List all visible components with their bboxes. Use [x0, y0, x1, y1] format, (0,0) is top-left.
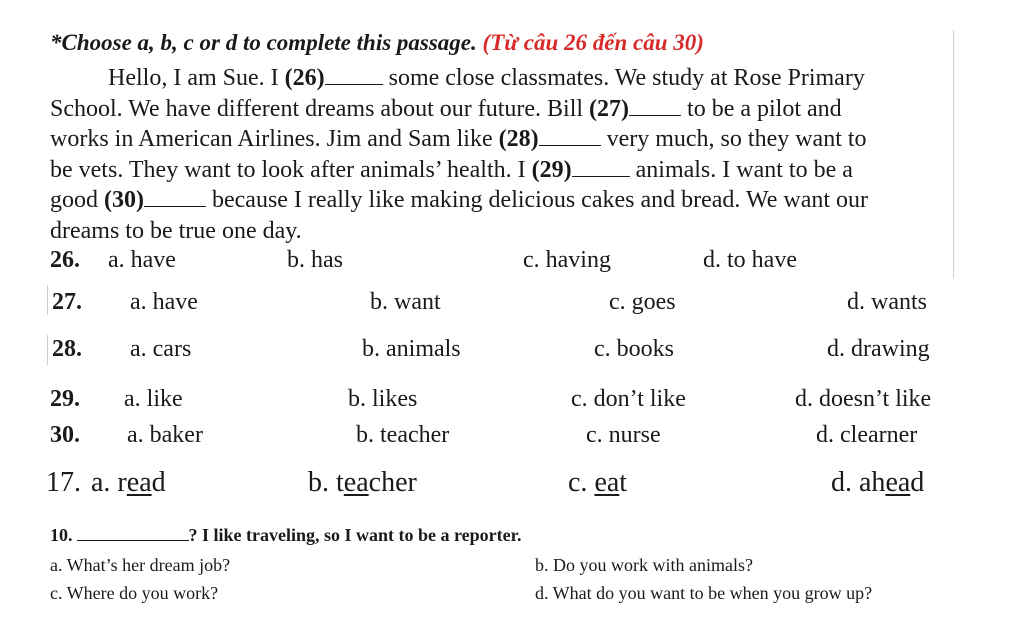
- question-28: [52, 336, 82, 363]
- passage: [50, 63, 955, 246]
- blank-number-28: (28): [498, 126, 539, 152]
- option-b[interactable]: b. Do you work with animals?: [535, 555, 753, 575]
- passage-line-6: dreams to be true one day.: [50, 217, 302, 244]
- blank-number-26: (26): [284, 65, 325, 91]
- blank-number-29: (29): [531, 156, 572, 183]
- passage-line-1: Hello, I am Sue. I (26) some close classmates. We study at Rose Primary: [108, 65, 865, 91]
- passage-line-4: be vets. They want to look after animals’ health. I (29) animals. I want to be a: [50, 156, 853, 183]
- option-a[interactable]: a. like: [124, 386, 183, 412]
- option-c[interactable]: c. having: [523, 247, 611, 273]
- question-29: [50, 386, 80, 413]
- answer-blank: [77, 526, 189, 541]
- blank-30: [144, 188, 206, 207]
- question-number: 10.: [50, 525, 73, 545]
- passage-line-3: works in American Airlines. Jim and Sam like (28) very much, so they want to: [50, 126, 867, 152]
- option-d[interactable]: d. wants: [847, 289, 927, 315]
- question-number: 30.: [50, 422, 80, 448]
- option-d[interactable]: d. doesn’t like: [795, 386, 932, 412]
- heading-instruction: *Choose a, b, c or d to complete this passage.: [50, 30, 477, 55]
- option-b[interactable]: b. has: [287, 247, 343, 273]
- option-a[interactable]: a. baker: [127, 422, 203, 448]
- option-b[interactable]: b. likes: [348, 386, 418, 412]
- underlined-letters: ea: [885, 467, 911, 498]
- option-c[interactable]: c. goes: [609, 289, 676, 315]
- passage-line-5: good (30) because I really like making delicious cakes and bread. We want our: [50, 187, 869, 213]
- question-26: [50, 247, 80, 274]
- underlined-letters: ea: [594, 467, 620, 498]
- option-c[interactable]: c. books: [594, 336, 674, 362]
- option-d[interactable]: d. to have: [703, 247, 797, 273]
- option-a[interactable]: a. What’s her dream job?: [50, 555, 231, 575]
- underlined-letters: ea: [343, 467, 369, 498]
- question-number: 28.: [52, 336, 82, 362]
- blank-number-27: (27): [589, 95, 630, 122]
- option-d[interactable]: d. clearner: [816, 422, 918, 448]
- option-a[interactable]: a. have: [108, 247, 176, 273]
- option-c[interactable]: c. don’t like: [571, 386, 686, 412]
- underlined-letters: ea: [126, 467, 152, 498]
- option-c[interactable]: c. eat: [568, 467, 628, 498]
- question-10: [50, 525, 521, 546]
- scan-edge: [47, 285, 48, 315]
- passage-line-2: School. We have different dreams about our future. Bill (27) to be a pilot and: [50, 95, 842, 122]
- question-number: 26.: [50, 247, 80, 273]
- option-d[interactable]: d. drawing: [827, 336, 930, 362]
- question-prompt: ? I like traveling, so I want to be a reporter.: [188, 525, 522, 545]
- question-number: 27.: [52, 289, 82, 315]
- question-27: [52, 289, 82, 316]
- option-b[interactable]: b. teacher: [308, 467, 417, 498]
- heading-range: (Từ câu 26 đến câu 30): [482, 30, 704, 55]
- exercise-heading: [50, 30, 704, 56]
- option-a[interactable]: a. have: [130, 289, 198, 315]
- option-c[interactable]: c. nurse: [586, 422, 661, 448]
- option-a[interactable]: a. cars: [130, 336, 192, 362]
- option-a[interactable]: a. read: [91, 467, 166, 498]
- blank-29: [572, 158, 630, 177]
- blank-number-30: (30): [104, 187, 144, 213]
- scan-edge: [47, 335, 48, 365]
- question-17-number: 17.: [46, 467, 81, 498]
- option-c[interactable]: c. Where do you work?: [50, 583, 219, 603]
- option-b[interactable]: b. animals: [362, 336, 461, 362]
- blank-27: [629, 97, 681, 116]
- question-30: [50, 422, 80, 449]
- question-number: 29.: [50, 386, 80, 412]
- blank-28: [539, 127, 601, 146]
- blank-26: [325, 66, 383, 85]
- scan-edge: [953, 30, 954, 278]
- option-d[interactable]: d. What do you want to be when you grow up?: [535, 583, 873, 603]
- option-d[interactable]: d. ahead: [831, 467, 925, 498]
- option-b[interactable]: b. want: [370, 289, 441, 315]
- option-b[interactable]: b. teacher: [356, 422, 450, 448]
